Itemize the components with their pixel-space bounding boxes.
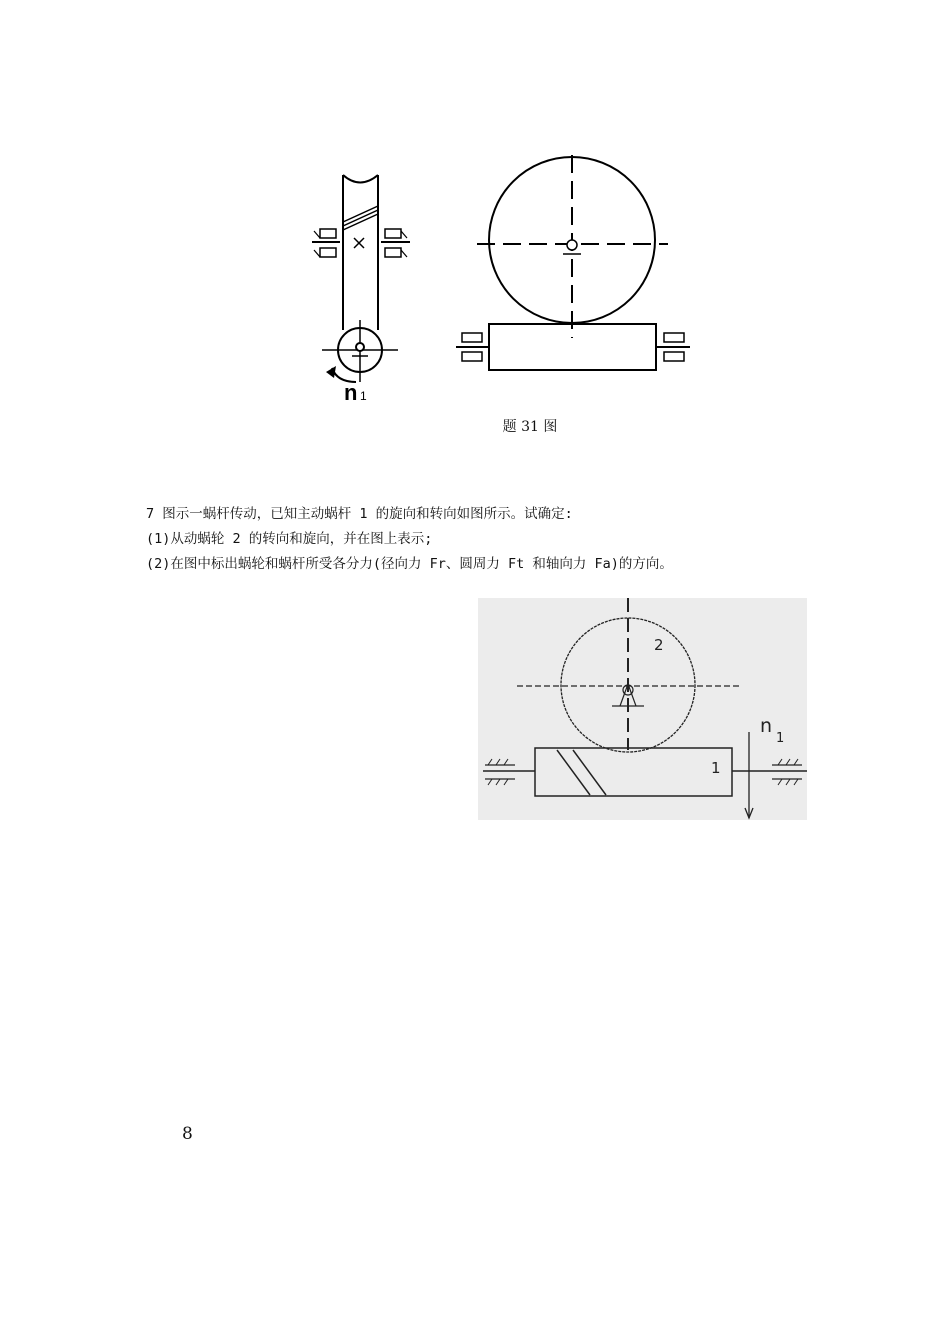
n1-label: n <box>344 380 358 405</box>
page-number: 8 <box>182 1124 193 1144</box>
problem-line-1: 7 图示一蜗杆传动，已知主动蜗杆 1 的旋向和转向如图所示。试确定: <box>146 506 573 522</box>
n1-subscript: 1 <box>360 389 367 403</box>
worm-label: 1 <box>711 759 721 777</box>
n1-subscript-fig7: 1 <box>776 731 785 746</box>
figure-31-caption: 题 31 图 <box>502 419 558 435</box>
figure-7-diagram <box>478 598 807 820</box>
wheel-label: 2 <box>654 636 664 654</box>
problem-line-2: (1)从动蜗轮 2 的转向和旋向，并在图上表示; <box>146 531 433 547</box>
problem-line-3: (2)在图中标出蜗轮和蜗杆所受各分力(径向力 Fr、圆周力 Ft 和轴向力 Fa)的方向。 <box>146 556 673 572</box>
figure-31-diagram <box>300 150 700 410</box>
n1-label-fig7: n <box>760 715 773 737</box>
